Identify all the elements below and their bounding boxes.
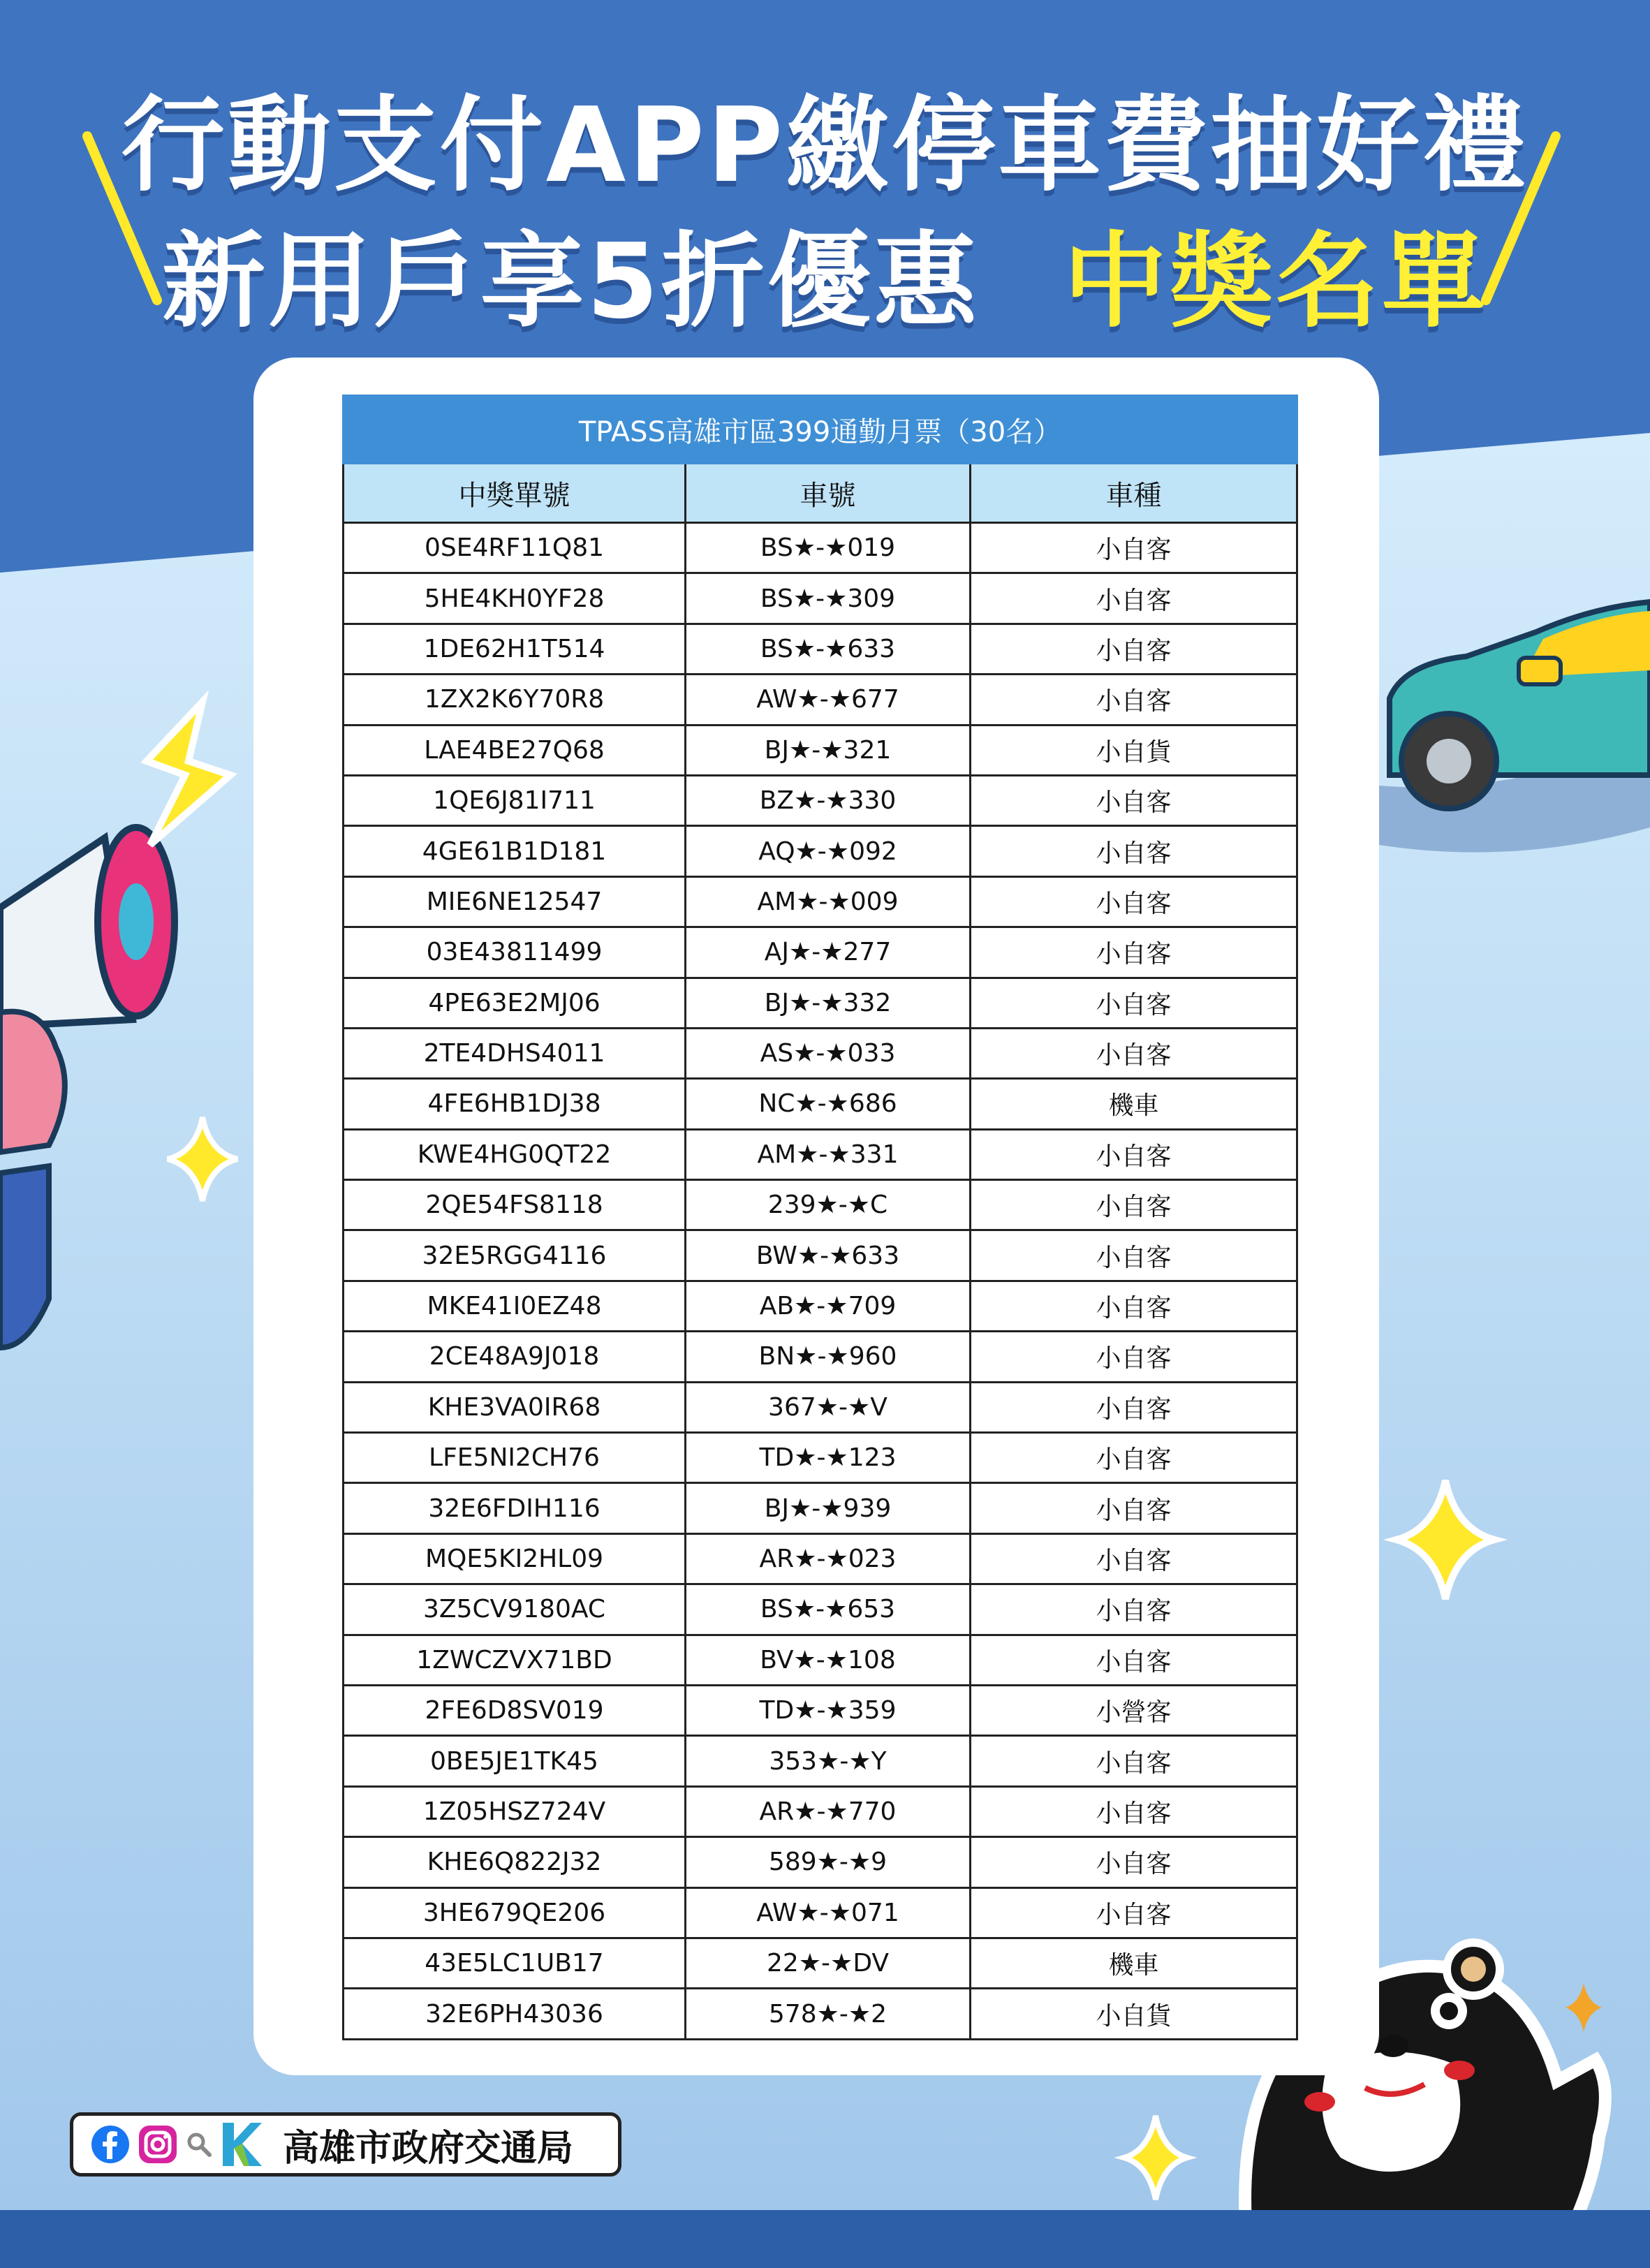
vehicle-type-cell: 小自客 (971, 1332, 1297, 1382)
ticket-number-cell: 32E5RGG4116 (344, 1230, 686, 1281)
ticket-number-cell: 2CE48A9J018 (344, 1332, 686, 1382)
headline-highlight: 中獎名單 (1063, 221, 1488, 341)
plate-number-cell: 22★-★DV (686, 1938, 971, 1988)
table-row (344, 1887, 1297, 1938)
ticket-number-cell: 3HE679QE206 (344, 1887, 686, 1938)
bottom-bar (0, 2210, 1650, 2268)
vehicle-type-cell: 小自客 (971, 1129, 1297, 1179)
ticket-number-cell: 5HE4KH0YF28 (344, 573, 686, 624)
plate-number-cell: AM★-★331 (686, 1129, 971, 1179)
ticket-number-cell: 2FE6D8SV019 (344, 1685, 686, 1735)
ticket-number-cell: 0SE4RF11Q81 (344, 523, 686, 573)
ticket-number-cell: 1DE62H1T514 (344, 624, 686, 674)
ticket-number-cell: KHE3VA0IR68 (344, 1382, 686, 1432)
ticket-number-cell: 3Z5CV9180AC (344, 1584, 686, 1635)
vehicle-type-cell: 小自客 (971, 675, 1297, 725)
table-row (344, 775, 1297, 825)
column-header: 中獎單號 (344, 464, 686, 523)
table-row (344, 1028, 1297, 1078)
ticket-number-cell: 1ZX2K6Y70R8 (344, 675, 686, 725)
plate-number-cell: AM★-★009 (686, 876, 971, 927)
vehicle-type-cell: 小自客 (971, 1281, 1297, 1331)
plate-number-cell: BJ★-★332 (686, 978, 971, 1028)
plate-number-cell: BS★-★309 (686, 573, 971, 624)
vehicle-type-cell: 小自客 (971, 1230, 1297, 1281)
plate-number-cell: AQ★-★092 (686, 826, 971, 876)
table-row (344, 675, 1297, 725)
column-header: 車種 (971, 464, 1297, 523)
ticket-number-cell: 4PE63E2MJ06 (344, 978, 686, 1028)
vehicle-type-cell: 小自客 (971, 1433, 1297, 1483)
headline-line1: 行動支付APP繳停車費抽好禮 (121, 85, 1529, 205)
plate-number-cell: BJ★-★321 (686, 725, 971, 775)
table-row (344, 826, 1297, 876)
table-row (344, 1332, 1297, 1382)
table-row (344, 1685, 1297, 1735)
ticket-number-cell: KWE4HG0QT22 (344, 1129, 686, 1179)
table-row (344, 1433, 1297, 1483)
plate-number-cell: BJ★-★939 (686, 1483, 971, 1533)
vehicle-type-cell: 小自客 (971, 876, 1297, 927)
vehicle-type-cell: 小自客 (971, 624, 1297, 674)
vehicle-type-cell: 小自客 (971, 978, 1297, 1028)
facebook-icon[interactable] (90, 2124, 131, 2165)
vehicle-type-cell: 小自客 (971, 573, 1297, 624)
table-row (344, 1786, 1297, 1836)
table-row (344, 978, 1297, 1028)
vehicle-type-cell: 小營客 (971, 1685, 1297, 1735)
table-row (344, 573, 1297, 624)
vehicle-type-cell: 機車 (971, 1079, 1297, 1129)
vehicle-type-cell: 小自貨 (971, 725, 1297, 775)
ticket-number-cell: 4FE6HB1DJ38 (344, 1079, 686, 1129)
table-row (344, 1483, 1297, 1533)
vehicle-type-cell: 小自貨 (971, 1989, 1297, 2039)
vehicle-type-cell: 小自客 (971, 1180, 1297, 1230)
column-header: 車號 (686, 464, 971, 523)
table-row (344, 523, 1297, 573)
plate-number-cell: BZ★-★330 (686, 775, 971, 825)
table-row (344, 1382, 1297, 1432)
plate-number-cell: AW★-★071 (686, 1887, 971, 1938)
plate-number-cell: TD★-★123 (686, 1433, 971, 1483)
plate-number-cell: BS★-★633 (686, 624, 971, 674)
plate-number-cell: BS★-★019 (686, 523, 971, 573)
table-row (344, 1736, 1297, 1786)
ticket-number-cell: 1QE6J81I711 (344, 775, 686, 825)
vehicle-type-cell: 小自客 (971, 775, 1297, 825)
plate-number-cell: 239★-★C (686, 1180, 971, 1230)
vehicle-type-cell: 機車 (971, 1938, 1297, 1988)
plate-number-cell: BW★-★633 (686, 1230, 971, 1281)
ticket-number-cell: MKE41I0EZ48 (344, 1281, 686, 1331)
plate-number-cell: AR★-★770 (686, 1786, 971, 1836)
vehicle-type-cell: 小自客 (971, 1635, 1297, 1685)
winners-table (342, 395, 1298, 2040)
table-body (344, 523, 1297, 2040)
ticket-number-cell: LAE4BE27Q68 (344, 725, 686, 775)
ticket-number-cell: MIE6NE12547 (344, 876, 686, 927)
plate-number-cell: BV★-★108 (686, 1635, 971, 1685)
table-row (344, 1837, 1297, 1887)
plate-number-cell: 589★-★9 (686, 1837, 971, 1887)
table-header-row (344, 464, 1297, 523)
plate-number-cell: 353★-★Y (686, 1736, 971, 1786)
headline-line2 (0, 199, 1650, 347)
ticket-number-cell: 2TE4DHS4011 (344, 1028, 686, 1078)
vehicle-type-cell: 小自客 (971, 1382, 1297, 1432)
table-row (344, 1230, 1297, 1281)
headline-subtitle: 新用戶享5折優惠 (162, 221, 980, 341)
ticket-number-cell: 2QE54FS8118 (344, 1180, 686, 1230)
table-row (344, 1635, 1297, 1685)
plate-number-cell: TD★-★359 (686, 1685, 971, 1735)
vehicle-type-cell: 小自客 (971, 1483, 1297, 1533)
vehicle-type-cell: 小自客 (971, 1837, 1297, 1887)
plate-number-cell: NC★-★686 (686, 1079, 971, 1129)
vehicle-type-cell: 小自客 (971, 1584, 1297, 1635)
ticket-number-cell: 32E6FDIH116 (344, 1483, 686, 1533)
vehicle-type-cell: 小自客 (971, 1736, 1297, 1786)
footer-label: 高雄市政府交通局 (283, 2127, 574, 2170)
table-row (344, 1584, 1297, 1635)
table-row (344, 876, 1297, 927)
vehicle-type-cell: 小自客 (971, 1887, 1297, 1938)
plate-number-cell: AB★-★709 (686, 1281, 971, 1331)
ticket-number-cell: 03E43811499 (344, 927, 686, 978)
plate-number-cell: AW★-★677 (686, 675, 971, 725)
vehicle-type-cell: 小自客 (971, 1533, 1297, 1584)
table-row (344, 927, 1297, 978)
vehicle-type-cell: 小自客 (971, 1028, 1297, 1078)
instagram-icon[interactable] (138, 2124, 178, 2165)
search-icon[interactable] (185, 2130, 213, 2158)
table-row (344, 1129, 1297, 1179)
ticket-number-cell: MQE5KI2HL09 (344, 1533, 686, 1584)
table-row (344, 1989, 1297, 2039)
table-row (344, 624, 1297, 674)
plate-number-cell: AS★-★033 (686, 1028, 971, 1078)
table-row (344, 1079, 1297, 1129)
vehicle-type-cell: 小自客 (971, 826, 1297, 876)
table-row (344, 1533, 1297, 1584)
vehicle-type-cell: 小自客 (971, 523, 1297, 573)
plate-number-cell: 367★-★V (686, 1382, 971, 1432)
plate-number-cell: 578★-★2 (686, 1989, 971, 2039)
plate-number-cell: AR★-★023 (686, 1533, 971, 1584)
plate-number-cell: BS★-★653 (686, 1584, 971, 1635)
ticket-number-cell: 4GE61B1D181 (344, 826, 686, 876)
vehicle-type-cell: 小自客 (971, 1786, 1297, 1836)
table-row (344, 725, 1297, 775)
ticket-number-cell: 1Z05HSZ724V (344, 1786, 686, 1836)
ticket-number-cell: LFE5NI2CH76 (344, 1433, 686, 1483)
table-row (344, 1281, 1297, 1331)
plate-number-cell: BN★-★960 (686, 1332, 971, 1382)
plate-number-cell: AJ★-★277 (686, 927, 971, 978)
table-row (344, 1180, 1297, 1230)
ticket-number-cell: 32E6PH43036 (344, 1989, 686, 2039)
kaohsiung-transport-logo-icon (220, 2120, 263, 2169)
footer-badge (70, 2112, 621, 2177)
table-row (344, 1938, 1297, 1988)
table-caption: TPASS高雄市區399通勤月票（30名） (344, 396, 1297, 464)
ticket-number-cell: 43E5LC1UB17 (344, 1938, 686, 1988)
ticket-number-cell: KHE6Q822J32 (344, 1837, 686, 1887)
vehicle-type-cell: 小自客 (971, 927, 1297, 978)
ticket-number-cell: 1ZWCZVX71BD (344, 1635, 686, 1685)
ticket-number-cell: 0BE5JE1TK45 (344, 1736, 686, 1786)
